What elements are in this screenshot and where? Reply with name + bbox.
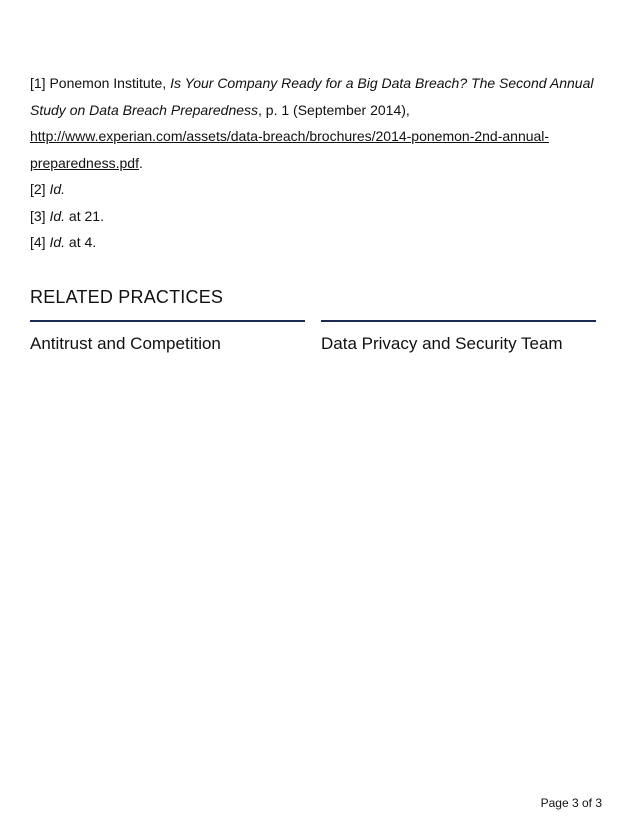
footnote-marker[interactable]: [1] — [30, 75, 46, 91]
footnote-2 — [30, 176, 610, 203]
footnote-author: Ponemon Institute, — [49, 75, 167, 91]
divider — [30, 320, 305, 322]
practice-item-antitrust — [30, 320, 305, 354]
footnote-id: Id. — [49, 207, 66, 224]
footnote-detail: , p. 1 (September 2014), — [258, 101, 410, 118]
practice-link-antitrust[interactable]: Antitrust and Competition — [30, 334, 221, 353]
footnote-url-link[interactable]: http://www.experian.com/assets/data-breach/brochures/2014-ponemon-2nd-annual-preparedness.pdf — [30, 128, 550, 171]
practice-item-data-privacy — [321, 320, 596, 354]
footnote-1 — [30, 70, 610, 176]
footnote-id: Id. — [49, 181, 66, 197]
footnote-4 — [30, 229, 610, 256]
footnote-rest: at 21. — [65, 207, 104, 224]
footnote-marker[interactable]: [2] — [30, 181, 46, 197]
footnote-end: . — [138, 154, 143, 171]
footnote-title: Is Your Company Ready for a Big Data Breach? The Second Annual Study on Data Breach Preparedness — [30, 75, 594, 118]
footnote-3 — [30, 203, 610, 230]
footnote-rest: at 4. — [65, 234, 97, 250]
related-practices-section — [30, 287, 596, 354]
divider — [321, 320, 596, 322]
related-practices-heading: RELATED PRACTICES — [30, 287, 224, 307]
practice-link-data-privacy[interactable]: Data Privacy and Security Team — [321, 334, 563, 353]
footnotes — [30, 70, 610, 256]
page-number: Page 3 of 3 — [540, 796, 602, 810]
footnote-id: Id. — [49, 234, 66, 250]
footnote-marker[interactable]: [4] — [30, 234, 46, 250]
footnote-marker[interactable]: [3] — [30, 207, 46, 224]
related-practices-list — [30, 320, 596, 354]
